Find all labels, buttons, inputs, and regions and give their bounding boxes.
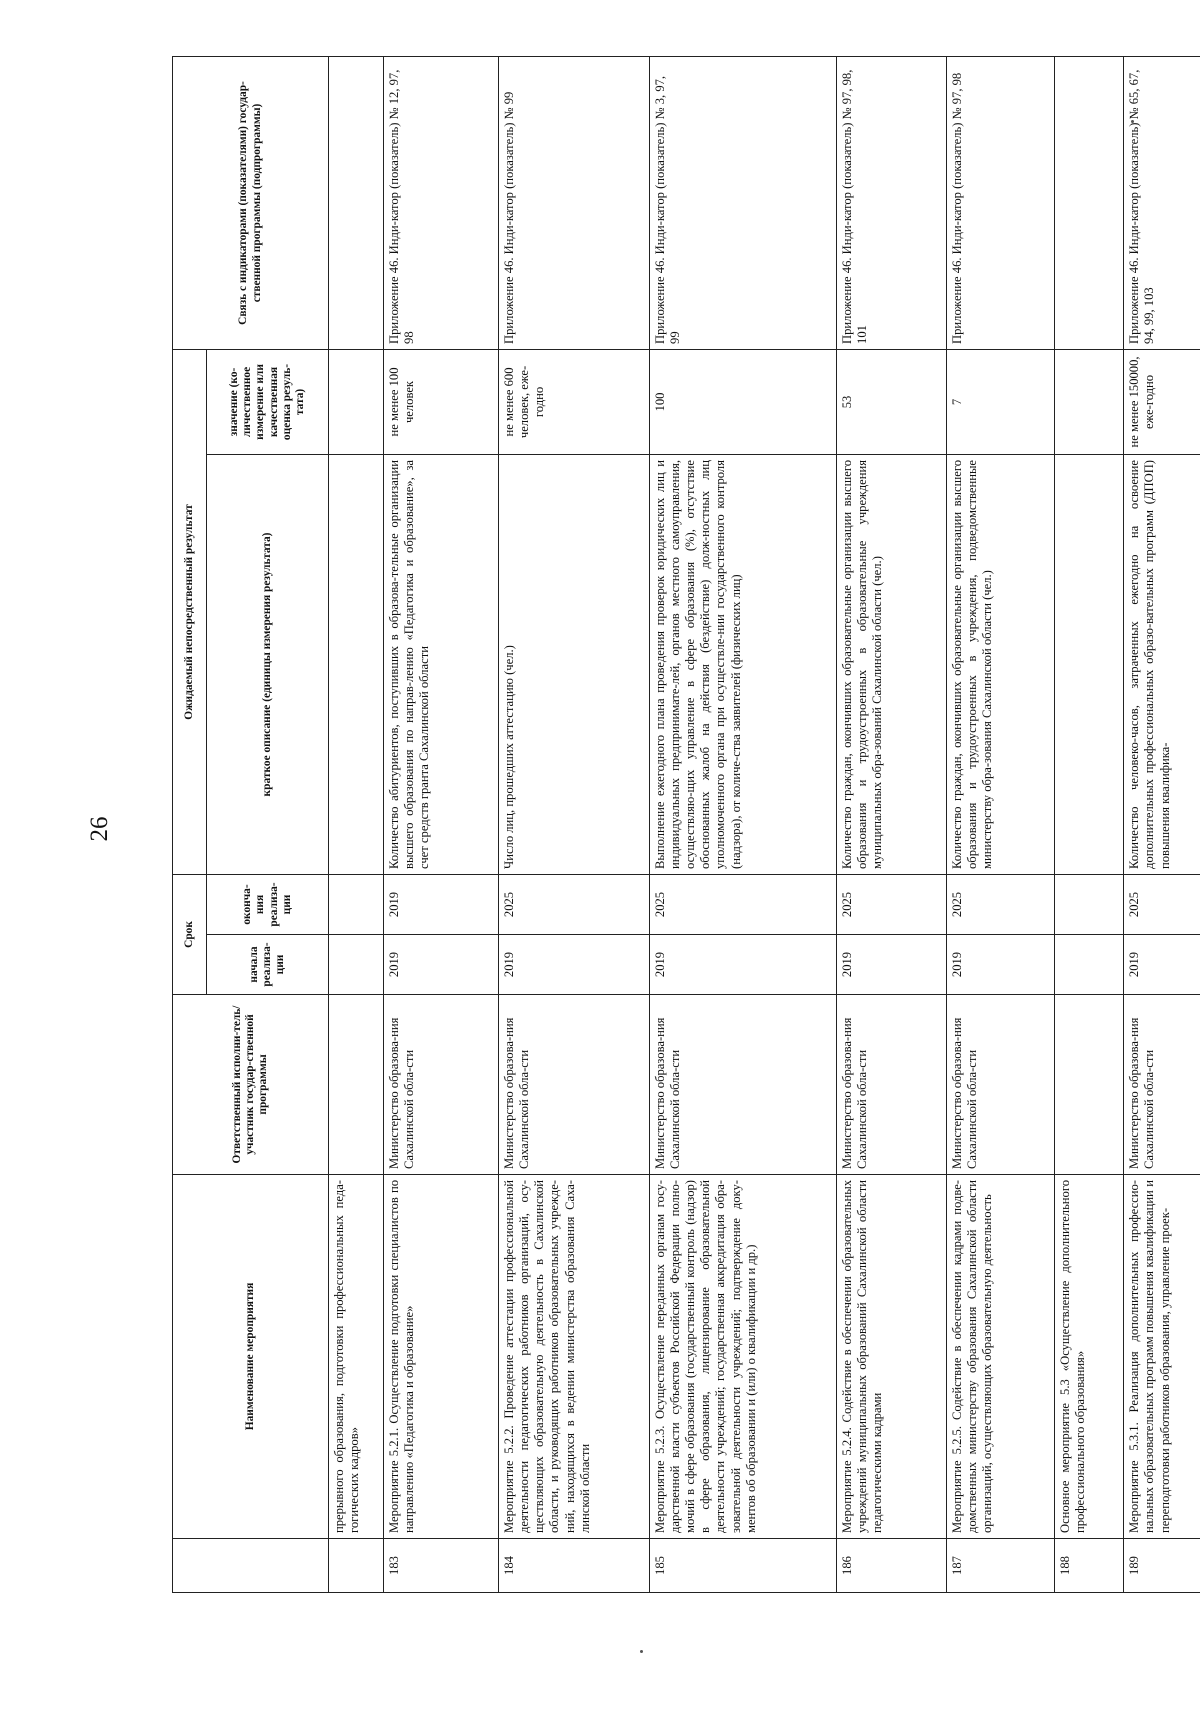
- table-row: [650, 56, 837, 1592]
- table-row: [947, 56, 1055, 1592]
- start-year: 2019: [836, 935, 946, 995]
- table-row: [836, 56, 946, 1592]
- end-year: 2025: [1124, 874, 1200, 934]
- end-year: 2025: [836, 874, 946, 934]
- scan-speck: [640, 1650, 643, 1653]
- executor: Министерство образова-ния Сахалинской обла-сти: [499, 995, 650, 1175]
- result-description: [1054, 454, 1123, 874]
- indicator-link: Приложение 46. Инди-катор (показатель) № 65, 67, 94, 99, 103: [1124, 56, 1200, 349]
- executor: Министерство образова-ния Сахалинской обла-сти: [836, 995, 946, 1175]
- result-value: не менее 100 человек: [384, 349, 499, 454]
- end-year: 2025: [650, 874, 837, 934]
- start-year: 2019: [384, 935, 499, 995]
- measure-name: Мероприятие 5.3.1. Реализация дополнительных профессио-нальных образовательных программ повышения квалификации и переподготовки работников образования, управление проек-: [1124, 1175, 1200, 1539]
- start-year: [1054, 935, 1123, 995]
- measures-table: [172, 56, 1200, 1593]
- executor: Министерство образова-ния Сахалинской обла-сти: [384, 995, 499, 1175]
- end-year: 2025: [499, 874, 650, 934]
- header-name: Наименование мероприятия: [173, 1175, 329, 1539]
- table-row: [499, 56, 650, 1592]
- row-number: 183: [384, 1539, 499, 1593]
- measure-name: Мероприятие 5.2.4. Содействие в обеспечении образовательных учреждений муниципальных образований Сахалинской области педагогическими кадрами: [836, 1175, 946, 1539]
- indicator-link: Приложение 46. Инди-катор (показатель) № 3, 97, 99: [650, 56, 837, 349]
- measure-name: Мероприятие 5.2.2. Проведение аттестации профессиональной деятельности педагогических работников организаций, осу-ществляющих образовательную деятельность в Сахалинской области, и руководящих работников образовательных учрежде-ний, находящихся в ведении министерства образования Саха-линской области: [499, 1175, 650, 1539]
- header-link: Связь с индикаторами (показателями) государ-ственной программы (подпрограммы): [173, 56, 329, 349]
- executor: [1054, 995, 1123, 1175]
- table-row: [384, 56, 499, 1592]
- start-year: [329, 935, 384, 995]
- end-year: 2025: [947, 874, 1055, 934]
- result-value: не менее 150000, еже-годно: [1124, 349, 1200, 454]
- row-number: 187: [947, 1539, 1055, 1593]
- row-number: 184: [499, 1539, 650, 1593]
- result-description: Выполнение ежегодного плана проведения проверок юридических лиц и индивидуальных предпринимате-лей, органов местного самоуправления, осуществляю-щих управление в сфере образования (%), отсутствие обоснованных жалоб на действия (бездействие) долж-ностных лиц уполномоченного органа при осуществле-нии государственного контроля (надзора), от количе-ства заявителей (физических лиц): [650, 454, 837, 874]
- table-row: [1054, 56, 1123, 1592]
- measure-name: Мероприятие 5.2.5. Содействие в обеспечении кадрами подве-домственных министерству образования Сахалинской области организаций, осуществляющих образовательную деятельность: [947, 1175, 1055, 1539]
- start-year: 2019: [1124, 935, 1200, 995]
- result-description: Количество человеко-часов, затраченных ежегодно на освоение дополнительных профессиональных образо-вательных программ (ДПОП) повышения квалифика-: [1124, 454, 1200, 874]
- table-row: [329, 56, 384, 1592]
- end-year: 2019: [384, 874, 499, 934]
- indicator-link: Приложение 46. Инди-катор (показатель) № 99: [499, 56, 650, 349]
- measure-name: Мероприятие 5.2.3. Осуществление переданных органам госу-дарственной власти субъектов Российской Федерации полно-мочий в сфере образования (государственный контроль (надзор) в сфере образования, лицензирование образовательной деятельности учреждений; государственная аккредитация обра-зовательной деятельности учреждений; подтверждение доку-ментов об образовании и (или) о квалификации и др.): [650, 1175, 837, 1539]
- executor: Министерство образова-ния Сахалинской обла-сти: [650, 995, 837, 1175]
- row-number: 185: [650, 1539, 837, 1593]
- end-year: [1054, 874, 1123, 934]
- page-number: 26: [86, 816, 113, 842]
- result-value: [329, 349, 384, 454]
- row-number: 188: [1054, 1539, 1123, 1593]
- end-year: [329, 874, 384, 934]
- header-executor: Ответственный исполни-тель/участник государ-ственной программы: [173, 995, 329, 1175]
- rotated-table-wrapper: [172, 57, 1200, 1593]
- indicator-link: Приложение 46. Инди-катор (показатель) № 97, 98, 101: [836, 56, 946, 349]
- result-value: [1054, 349, 1123, 454]
- executor: Министерство образова-ния Сахалинской обла-сти: [1124, 995, 1200, 1175]
- row-number: [329, 1539, 384, 1593]
- executor: [329, 995, 384, 1175]
- indicator-link: [1054, 56, 1123, 349]
- row-number: 189: [1124, 1539, 1200, 1593]
- header-end: оконча-ния реализа-ции: [207, 874, 329, 934]
- header-start: начала реализа-ции: [207, 935, 329, 995]
- measure-name: Мероприятие 5.2.1. Осуществление подготовки специалистов по направлению «Педагогика и образование»: [384, 1175, 499, 1539]
- executor: Министерство образова-ния Сахалинской обла-сти: [947, 995, 1055, 1175]
- indicator-link: [329, 56, 384, 349]
- result-description: Количество абитуриентов, поступивших в образова-тельные организации высшего образования по направ-лению «Педагогика и образование», за счет средств гранта Сахалинской области: [384, 454, 499, 874]
- result-description: [329, 454, 384, 874]
- measure-name: прерывного образования, подготовки профессиональных педа-гогических кадров»: [329, 1175, 384, 1539]
- result-value: 53: [836, 349, 946, 454]
- table-row: [1124, 56, 1200, 1592]
- start-year: 2019: [650, 935, 837, 995]
- result-value: 100: [650, 349, 837, 454]
- measure-name: Основное мероприятие 5.3 «Осуществление дополнительного профессионального образования»: [1054, 1175, 1123, 1539]
- header-result: Ожидаемый непосредственный результат: [173, 349, 207, 874]
- header-result-value: значение (ко-личественное измерение или качественная оценка резуль-тата): [207, 349, 329, 454]
- header-result-desc: краткое описание (единицы измерения результата): [207, 454, 329, 874]
- indicator-link: Приложение 46. Инди-катор (показатель) № 12, 97, 98: [384, 56, 499, 349]
- result-value: 7: [947, 349, 1055, 454]
- header-num: [173, 1539, 329, 1593]
- result-value: не менее 600 человек, еже-годно: [499, 349, 650, 454]
- start-year: 2019: [947, 935, 1055, 995]
- row-number: 186: [836, 1539, 946, 1593]
- result-description: Количество граждан, окончивших образовательные организации высшего образования и трудоустроенных в образовательные учреждения муниципальных обра-зований Сахалинской области (чел.): [836, 454, 946, 874]
- indicator-link: Приложение 46. Инди-катор (показатель) № 97, 98: [947, 56, 1055, 349]
- result-description: Число лиц, прошедших аттестацию (чел.): [499, 454, 650, 874]
- header-term: Срок: [173, 874, 207, 994]
- start-year: 2019: [499, 935, 650, 995]
- result-description: Количество граждан, окончивших образовательные организации высшего образования и трудоустроенных в учреждения, подведомственные министерству обра-зования Сахалинской области (чел.): [947, 454, 1055, 874]
